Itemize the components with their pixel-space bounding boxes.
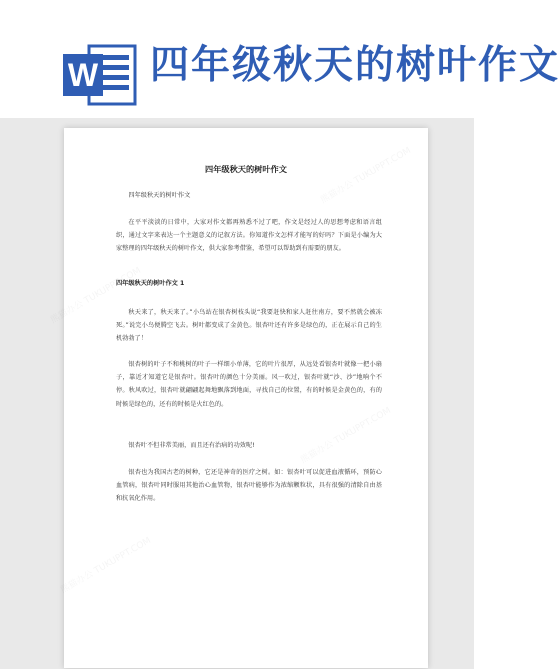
watermark xyxy=(298,403,393,466)
word-logo-icon xyxy=(63,40,139,110)
section-heading: 四年级秋天的树叶作文 1 xyxy=(116,280,185,287)
intro-paragraph: 在平平淡淡的日常中，大家对作文都再熟悉不过了吧，作文是经过人的思想考虑和语言组织，通过文字来表达一个主题意义的记叙方法。你知道作文怎样才能写的好吗？下面是小编为大家整理的四年级秋天的树叶作文，供大家参考借鉴，希望可以帮助到有需要的朋友。 xyxy=(116,219,382,253)
banner-title: 四年级秋天的树叶作文 xyxy=(150,43,560,88)
paragraph-4: 银杏也为我国古老的树种，它还是神奇的医疗之树。如：银杏叶可以促进血液循环，预防心血管病，银杏叶同时服用其他治心血管物，银杏叶能够作为浓缩颗粒状，具有很强的清除自由基和抗氧化作用。 xyxy=(116,469,382,503)
word-logo-letter: W xyxy=(67,57,99,93)
document-title: 四年级秋天的树叶作文 xyxy=(205,164,287,174)
paragraph-1: 秋天来了，秋天来了。”小鸟站在银杏树枝头说“我要赶快和家人赶往南方，要不然就会被冻死。”说完小鸟便腾空飞去。树叶都变成了金黄色。银杏叶还有许多是绿色的，正在展示自己的生机勃勃了！ xyxy=(116,309,382,343)
paragraph-2: 银杏树的叶子不和桃树的叶子一样细小单薄，它的叶片很厚，从远处看银杏叶就像一把小扇子，靠近才知道它是银杏叶。银杏叶的颜色十分美丽。风一吹过，银杏叶就“沙、沙”地响个不停。秋风吹过，银杏叶就翩翩起舞地飘落到地面，寻找自己的位置，有的时候是金黄色的，有的时候是绿色的，还有的时候是火红色的。 xyxy=(116,361,382,408)
document-page xyxy=(64,128,428,668)
watermark xyxy=(58,533,153,596)
paragraph-3: 银杏叶不但非常美丽，而且还有治病的功效呢! xyxy=(128,442,255,449)
document-subtitle: 四年级秋天的树叶作文 xyxy=(128,192,191,199)
banner xyxy=(0,0,560,120)
